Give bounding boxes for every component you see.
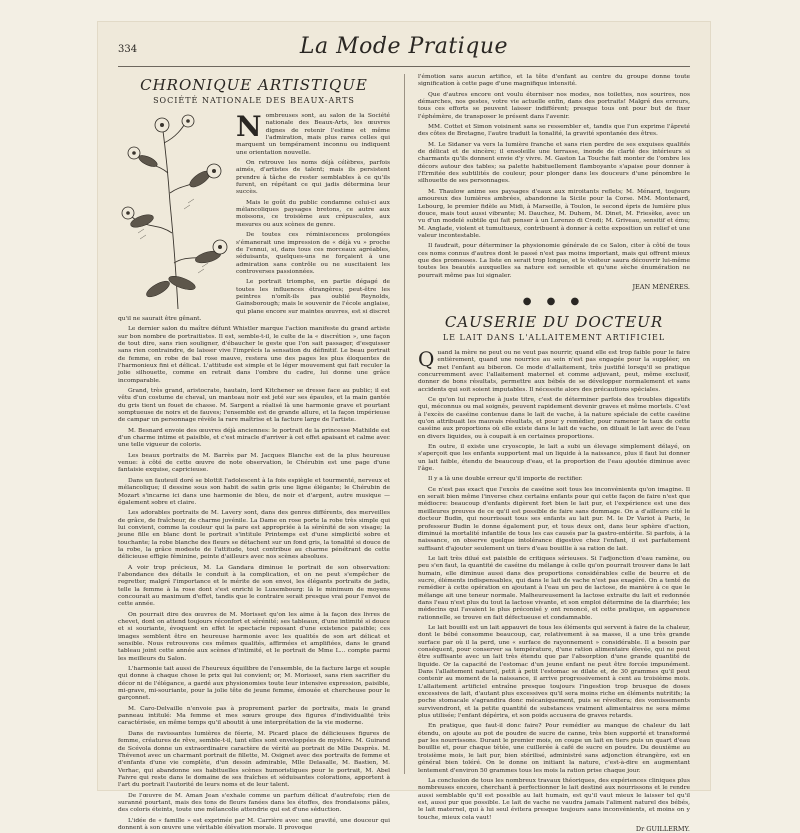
flower-illustration: [118, 113, 230, 311]
paragraph: L'harmonie tait aussi de l'heureux équilibre de l'ensemble, de la facture large et souple qui donne à chaque chose le prix qui lui convient; or, M. Morisset, sans rien sacrifier du décor ni de l'élégance, a gardé aux physionomies toute leur intensive expression, paisible, mi-grave, mi-souriante, pour la jolie tête de jeune femme, émouée et chercheuse pour le garçonnet.: [118, 666, 390, 702]
paragraph: De l'œuvre de M. Aman Jean s'exhale comme un parfum délicat d'autrefois; rien de suranné pourtant, mais des tons de fleurs fanées dans les étoffes, des frondaisons pâles, des coloris éteints, toute une mélancolie attendrie qui est d'une séduction.: [118, 792, 390, 814]
chronique-subtitle: SOCIÉTÉ NATIONALE DES BEAUX-ARTS: [153, 96, 355, 105]
chronique-title: CHRONIQUE ARTISTIQUE: [140, 76, 368, 94]
paragraph: L'idée de « famille » est exprimée par M. Carrière avec une gravité, une douceur qui donnent à son œuvre une véritable élévation morale. Il provoque: [118, 817, 390, 831]
right-column-content: [418, 74, 690, 833]
paragraph: Il faudrait, pour déterminer la physionomie générale de ce Salon, citer à côté de tous ces noms connus d'autres dont le passé n'est pas moins important, mais qui offrent mieux que des promesses. La liste en serait trop longue, et le visiteur saura découvrir lui-même toutes les beautés auxquelles sa nature est sensible et qu'une sèche énumération ne pourrait même pas lui signaler.: [418, 243, 690, 279]
paragraph: M. Thaulow anime ses paysages d'eaux aux miroitants reflets; M. Ménard, toujours amoureux des lumières ambrées, abandonne la Sicile pour la Corse. MM. Montenard, Lebourg, le premier fidèle au Midi, à Marseille, à Toulon, le second épris de lumière plus douce, mais tout aussi vibrante; M. Dauchez, M. Duhem, M. Dinet, M. Friesèke, avec un vu d'un modelé subtile qui fait penser à un Lorenzo di Credi; M. Griveau, sensitif et ému; M. Anglade, violent et tumultueux, contribuent à donner à cette exposition un relief et une valeur incontestable.: [418, 188, 690, 239]
paragraph: M. Le Sidaner va vers la lumière franche et sans rien perdre de ses exquises qualités de délicat et de sincère; il ensoleille une terrasse, inonde de clarté des intérieurs si charmants qu'ils donnent envie d'y vivre. M. Gaston La Touche fait monter de l'ombre les décors autour des tables; sa palette habituellement flamboyante s'apaise pour donner à l'Ermitée des subtilités de couleur, pour plonger dans les douceurs d'une pénombre le silhouette de ses personnages.: [418, 141, 690, 185]
paragraph: Mais le goût du public condamne celui-ci aux mélancoliques paysages bretons, ce autre aux moissons, ce troisième aux crépuscules, aux mesures ou aux scènes de genre.: [236, 199, 390, 228]
flower-drawing: [118, 113, 230, 311]
chronique-signature: JEAN MÉNÉRES.: [632, 282, 690, 291]
paragraph: Dans de ravissantes lumières de féerie, M. Picard place de délicieuses figures de femme, créatures de rêve, semble-t-il, tant elles sont enveloppées de mystère. M. Guirand de Scévola donne un extraordinaire caractère de vérité au portrait de Mlle Desprès. M. Thévenot avec un charmant portrait de fillette, M. Osignet avec des portraits de femme et d'enfants d'une vie complète, d'un dessin admirable, Mlle Delasalle, M. Bastien, M. Verhac, qui abandonne ses habituelles scènes humoristiques pour le portrait, M. Abel Faivre qui reste dans le domaine de ses fraîches et séduisantes colorations, apportent à l'art du portrait l'autorité de leurs noms et de leur talent.: [118, 730, 390, 789]
paragraph: Le dernier salon du maître défunt Whistler marque l'action manifeste du grand artiste sur bon nombre de portraitistes. Il est, semble-t-il, le culte de la « discrétion », une façon de tout dire, sans rien souligner, d'ébaucher le geste que l'on sait passager, d'esquisser sans rien contraindre, de laisser vive l'imprécis la sensation du définitif. Le beau portrait de femme, en robe de bal rose mauve, restera une des pages les plus éloquentes de l'harmonieux fini et délicat. L'attitude est simple et le léger mouvement qui fait reculer la jolie silhouette, comme en retrait dans l'ombre du cadre, lui donne une grâce incomparable.: [118, 326, 390, 384]
paragraph: l'émotion sans aucun artifice, et la tête d'enfant au centre du groupe donne toute signification à cette page d'une magnifique intensité.: [418, 74, 690, 88]
paragraph: Le lait bouilli est un lait appauvri de tous les éléments qui servent à faire de la chaleur, dont le bébé consomme beaucoup, car, relativement à sa masse, il a une très grande surface par où il la perd, une « surface de rayonnement » considérable. Il a besoin par conséquent, pour conserver sa température, d'une ration alimentaire élevée, qui ne peut être suffisante avec un lait très étendu que par l'absorption d'une grande quantité de liquide. Or la capacité de l'estomac d'un jeune enfant ne peut être forcée impunément. Dans l'allaitement naturel, petit à petit l'estomac se dilate et, de 30 grammes qu'il peut contenir au moment de la naissance, il arrive progressivement à cent au troisième mois. L'allaitement artificiel entraîne presque toujours l'ingestion trop brusque de doses excessives de lait, d'autant plus excessives qu'il sera moins riche en éléments nutritifs; la poche stomacale s'agrandira donc mécaniquement, puis se révoltera; des vomissements survivendront, et la petite quantité de substances vraiment alimentaires ne sera même plus utilisée; l'enfant dépérira, et son poids accusera de graves retards.: [418, 624, 690, 720]
paragraph: Il y a là une double erreur qu'il importe de rectifier.: [428, 476, 583, 483]
paragraph: M. Caro-Delvaille n'envoie pas à proprement parler de portraits, mais le grand panneau intitulé: Ma femme et mes sœurs groupe des figures d'individualité très caractérisée, en même temps qu'il aboutit à une interprétation de la vie moderne.: [118, 705, 390, 727]
paragraph: Les beaux portraits de M. Barrès par M. Jacques Blanche est de la plus heureuse venue: à côté de cette œuvre de note observation, le Chérubin est une page d'une fantaisie exquise, capricieuse.: [118, 452, 390, 474]
column-divider: [404, 74, 405, 774]
paragraph: Ce qu'on lui reproche à juste titre, c'est de déterminer parfois des troubles digestifs qui, méconnus ou mal soignés, peuvent rapidement devenir graves et même mortels. C'est à l'excès de caséine contenue dans le lait de vache, à la nature spéciale de cette caséine qu'on attribuait les mauvais résultats, et pour y remédier, pour ramener le taux de cette caséine aux proportions où elle existe dans le lait de vache, on diluait le lait avec de l'eau en divers liquides, ou à coupait à en certaines proportions.: [418, 397, 690, 440]
paragraph: Ce n'est pas exact que l'excès de caséine soit tous les inconvénients qu'on imagine. Il en serait bien même l'inverse chez certains enfants pour qui cette façon de faire n'est que médiocre: beaucoup d'enfants digèrent fort bien le lait pur, et l'expérience est une des meilleures preuves de ce qu'il est possible de faire sans dommage. On a d'ailleurs cité le docteur Budin, qui nourrissait tous ses enfants au lait pur. M. le Dr Variot à Paris, le professeur Budin le donne également pur, et tous deux ont, dans leur sphère d'action, diminué la mortalité infantile de tous les cas causés par la gastro-entérite. Si parfois, à la naissance, on observe quelque intolérance digestive chez l'enfant, il est parfaitement suffisant d'ajouter seulement un tiers d'eau bouillie à sa ration de lait.: [418, 486, 690, 552]
paragraph: En outre, il existe une cryoscopie, le lait a subi un élevage simplement délayé, on s'aperçoit que les enfants supportent mal un liquide à la naissance, plus il faut lui donner un lait faible, étendu de beaucoup d'eau, et la proportion de l'eau ajoutée diminue avec l'âge.: [418, 444, 690, 473]
paragraph: Dans un fauteuil doré se blottit l'adolescent à la fois espiègle et tourmenté, nerveux et mélancolique; il dessine sous son habit de satin gris une ligne élégante; le Chérubin de Mozart s'incarne ici dans une harmonie de bleu, de noir et d'argent, autre musique — également sobre et claire.: [118, 477, 390, 506]
causerie-subtitle: LE LAIT DANS L'ALLAITEMENT ARTIFICIEL: [442, 332, 666, 342]
paragraph: La conclusion de tous les nombreux travaux théoriques, des expériences cliniques plus nombreuses encore, cherchant à perfectionner le lait destiné aux nourrissons et le rendre aussi semblable qu'il est possible au lait humain, est qu'il vaut mieux le laisser tel qu'il est, aussi pur que possible. Le lait de vache ne vaudra jamais l'aliment naturel des bébés, le lait maternel, qui à lui seul évitera presque toujours sans inconvénients, et moins on y touche, mieux cela vaut!: [418, 777, 690, 821]
paragraph: De toutes ces réminiscences prolongées s'émanerait une impression de « déjà vu » proche de l'ennui, si, dans tous ces morceaux agréables, séduisants, quelques-uns ne forçaient à une admiration sans contrôle ou ne suscitaient les controverses passionnées.: [236, 232, 390, 275]
paragraph: Le lait très dilué est paisible de critiques sérieuses. Si l'adjonction d'eau ramène, ou peu s'en faut, la quantité de caséine du mélange à celle qu'on pourrait trouver dans le lait humain, elle diminue aussi dans des proportions considérables celle de beurre et de sucre, éléments indispensables, qui dans le lait de vache n'est pas exagéré. On a tenté de remédier à cette opération en ajoutant à l'eau un peu de lactose, de manière à ce que le mélange ait une teneur normale. Malheureusement la lactose extraite du lait et redonnée dans l'eau n'est plus du tout la lactose vivante, et son emploi détermine de la diarrhée; les médecins qui l'avaient le plus préconisé y ont renoncé, et cette pratique, en apparence rationnelle, se trouve en fait défectueuse et condamnable.: [418, 555, 690, 621]
page-number: 334: [118, 44, 138, 55]
magazine-page: [98, 22, 710, 833]
paragraph: uand la mère ne peut ou ne veut pas nourrir, quand elle est trop faible pour le faire entièrement, quand une nourrice au sein n'est pas engagée pour la suppléer, on met l'enfant au biberon. Ce mode d'allaitement, très justifié lorsqu'il se pratique concurremment avec l'allaitement maternel et comme adjuvant, peut, même exclusif, donner de bons résultats, permettre aux bébés de se développer normalement et sans accidents qui soit soient imputables. Il nécessite alors des précautions spéciales.: [418, 349, 690, 393]
right-column: [418, 74, 690, 833]
causerie-dropcap: Q: [418, 346, 435, 371]
paragraph: Grand, très grand, aristocrate, hautain, lord Kitchener se dresse face au public; il est vêtu d'un costume de cheval, un manteau noir est jeté sur ses épaules, et la main gantée du gris tient un fouet de chasse. M. Sargent a réalisé là une harmonie grave et pourtant somptueuse de noirs et de fauves; l'ensemble est de grande allure, et la façon impérieuse de campar un personnage révèle la rare maîtrise et la facture large de l'artiste.: [118, 388, 390, 424]
chronique-article: [118, 76, 390, 831]
magazine-title: La Mode Pratique: [299, 34, 509, 59]
paragraph: A voir trop précieux, M. La Gandara diminue le portrait de son observation: l'abondance des détails le conduit à la complication, et on ne peut s'empêcher de regretter, malgré l'importance et le mérite de son envoi, les élégants portraits de jadis, telle la femme à la rose dont s'est enrichi le Luxembourg: là le minimum de moyens concourait au maximum d'effet, tandis que le contraire serait presque vrai pour l'envoi de cette année.: [118, 564, 390, 608]
causerie-title: CAUSERIE DU DOCTEUR: [444, 312, 664, 331]
paragraph: On retrouve les noms déjà célèbres, parfois aimés, d'artistes de talent; mais ils persistent prendre à tâche de rester semblables à ce qu'ils furent, en répétant ce qui jadis détermina leur succès.: [236, 160, 390, 196]
paragraph: MM. Cottet et Simon voisinent sans se ressembler et, tandis que l'un exprime l'âpreté des côtes de Bretagne, l'autre traduit la tonalité, la gravité spontanée des êtres.: [418, 124, 690, 138]
paragraph: En pratique, que faut-il donc faire? Pour remédier au manque de chaleur du lait étendu, on ajoute au pot de poudre de sucre de canne, très bien supporté et transformé par les nourrissons. Durant le premier mois, on coupe un lait en tiers puis un quart d'eau bouillie et, pour chaque tétée, une cuillerée à café de sucre en poudre. Du deuxième au troisième mois, le lait pur, bien stérilisé, administré sans adjonction étrangère, est en général bien toléré. On le donne on initiant la nature, c'est-à-dire en augmentant lentement d'environ 50 grammes tous les mois la ration prise chaque jour.: [418, 723, 690, 774]
paragraph: Les adorables portraits de M. Lavery sont, dans des genres différents, des merveilles de grâce, de fraîcheur, de charme juvénile. La Dame en rose porte la robe très simple qui lui convient, comme la couleur qui la pare est appropriée à la sérénité de son visage; la jeune fille en blanc dont le portrait s'intitule Printemps est d'une simplicité sobre et touchante; la robe blanche des fleurs se détachent sur un fond gris, la tonalité si douce de la robe, la grâce modeste de l'attitude, tout contribue au charme pénétrant de cette délicieuse effigie féminine, peinte d'ailleurs avec nos scènes absolues.: [118, 510, 390, 561]
section-ornament: ● ● ●: [522, 295, 586, 307]
paragraph: ombreuses sont, au salon de la Société nationale des Beaux-Arts, les œuvres dignes de retenir l'estime et même l'admiration, mais plus rares celles qui marquent un tempérament inconnu ou indiquent une orientation nouvelle.: [236, 113, 390, 156]
chronique-dropcap: N: [236, 110, 262, 143]
page-header: [118, 32, 690, 67]
paragraph: Le portrait triomphe, en partie dégagé de toutes les influences étrangères; peut-être les peintres n'omît-ils pas oublié Reynolds, Gainsborough; mais le souvenir de l'école anglaise, qui plane encore sur maintes œuvres, est si discret qu'il ne saurait être gênant.: [118, 279, 390, 322]
left-column: [118, 74, 390, 831]
paragraph: Que d'autres encore ont voulu éterniser nos modes, nos toilettes, nos sourires, nos démarches, nos gestes, votre vie actuelle enfin, dans des portraits! Malgré des erreurs, tous ces efforts se peuvent laisser indifférent; presque tous ont pour but de fixer l'éphémère, de transposer le présent dans l'avenir.: [418, 91, 690, 120]
paragraph: On pourrait dire des œuvres de M. Morisset qu'on les aime à la façon des livres de chevet, dont on attend toujours réconfort et sérénité; ses tableaux, d'une intimité si douce et si souriante, évoquent en effet le spectacle reposant d'une existence paisible; ces images semblent être en heureuse harmonie avec les qualités de son art délicat et sensible. Nous retrouvons ces mêmes qualités, affirmées et amplifiées, dans le grand tableau joint cette année aux scènes d'intimité, et le portrait de Mme L... compte parmi les meilleurs du Salon.: [118, 611, 390, 662]
causerie-signature: Dr GUILLERMY.: [635, 824, 690, 833]
paragraph: M. Besnard envoie des œuvres déjà anciennes: le portrait de la princesse Mathilde est d'un charme intime et paisible, et c'est miracle d'arriver à cet effet apaisant et calme avec une telle vigueur de coloris.: [118, 427, 390, 449]
